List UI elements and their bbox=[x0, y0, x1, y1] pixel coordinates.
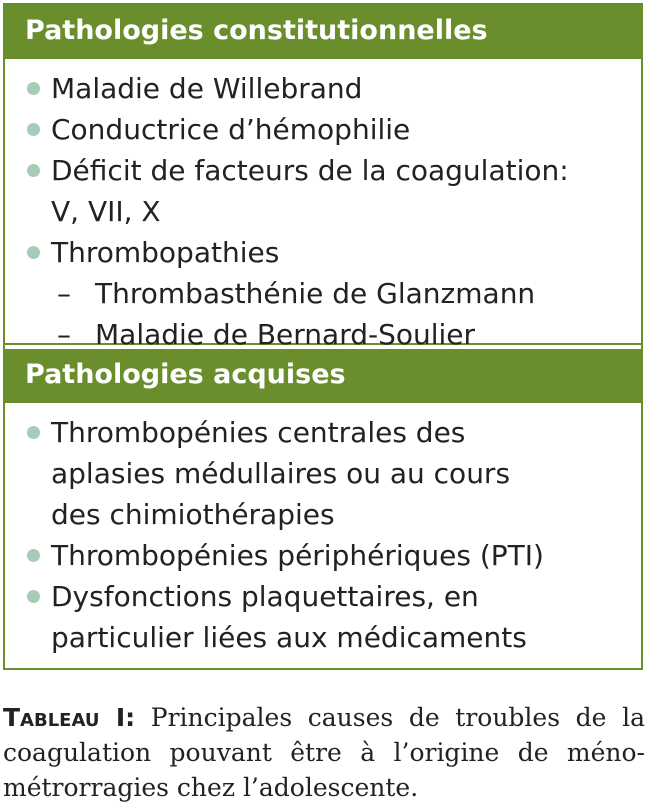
list-item bbox=[5, 109, 641, 150]
list-item-text: Thrombopénies périphériques (PTI) bbox=[51, 539, 544, 572]
bullet-icon bbox=[27, 426, 40, 439]
bullet-icon bbox=[27, 123, 40, 136]
causes-table bbox=[3, 3, 643, 670]
list-item-line: Dysfonctions plaquettaires, en bbox=[51, 580, 479, 613]
section-header-constitutionnelles: Pathologies constitutionnelles bbox=[5, 5, 641, 57]
bullet-icon bbox=[27, 164, 40, 177]
section-body-constitutionnelles bbox=[5, 57, 641, 351]
caption-label: Tableau I: bbox=[3, 703, 136, 732]
sub-list-item bbox=[5, 314, 641, 355]
list-item-text: Thrombopathies bbox=[51, 236, 280, 269]
table-caption bbox=[3, 700, 645, 805]
list-item-text: Conductrice d’hémophilie bbox=[51, 113, 411, 146]
list-item bbox=[5, 412, 641, 535]
list-item-line: Thrombopénies centrales des bbox=[51, 416, 466, 449]
list-item bbox=[5, 68, 641, 109]
sub-list-item-text: Thrombasthénie de Glanzmann bbox=[95, 277, 536, 310]
sub-list-item-text: Maladie de Bernard-Soulier bbox=[95, 318, 476, 351]
bullet-icon bbox=[27, 82, 40, 95]
list-item-line: aplasies médullaires ou au cours bbox=[51, 457, 511, 490]
bullet-icon bbox=[27, 246, 40, 259]
list-item-line: Déficit de facteurs de la coagulation: bbox=[51, 154, 569, 187]
list-item bbox=[5, 535, 641, 576]
list-item-line: particulier liées aux médicaments bbox=[51, 621, 527, 654]
list-item-line: des chimiothérapies bbox=[51, 498, 335, 531]
section-header-acquises: Pathologies acquises bbox=[5, 349, 641, 401]
caption-text: Principales causes de troubles de la coagulation pouvant être à l’origine de méno- bbox=[3, 703, 645, 767]
list-item-text: Maladie de Willebrand bbox=[51, 72, 363, 105]
bullet-icon bbox=[27, 590, 40, 603]
dash-icon: – bbox=[57, 318, 71, 351]
list-item bbox=[5, 150, 641, 232]
section-body-acquises bbox=[5, 401, 641, 658]
list-item bbox=[5, 576, 641, 658]
sub-list-item bbox=[5, 273, 641, 314]
caption-text: métrorragies chez l’adolescente. bbox=[3, 773, 419, 802]
bullet-icon bbox=[27, 549, 40, 562]
list-item bbox=[5, 232, 641, 273]
list-item-line: V, VII, X bbox=[51, 195, 161, 228]
dash-icon: – bbox=[57, 277, 71, 310]
